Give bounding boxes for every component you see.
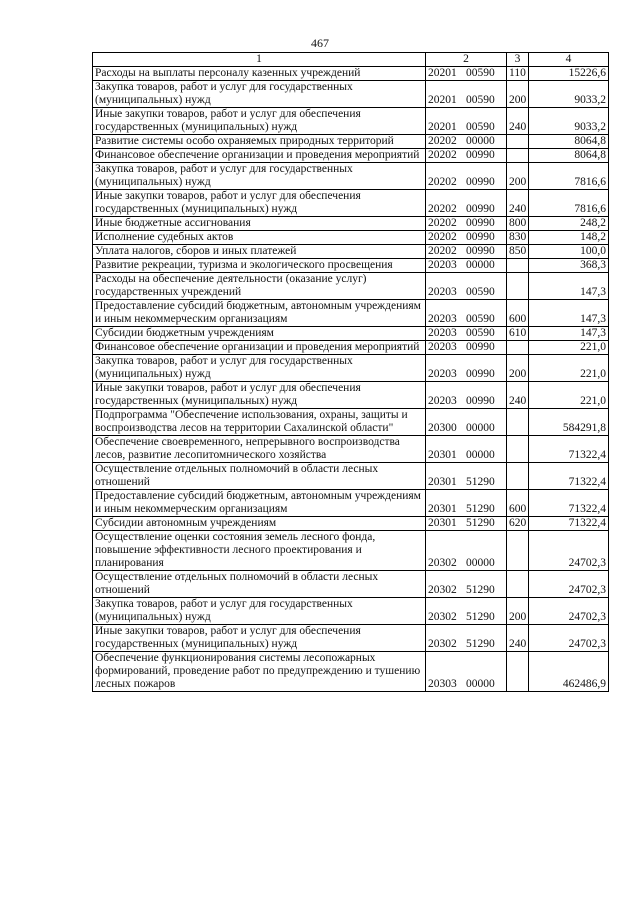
row-expense-type: 110 <box>507 67 529 81</box>
table-row <box>93 81 609 108</box>
row-expense-type: 620 <box>507 517 529 531</box>
table-row <box>93 163 609 190</box>
row-code-program: 20302 <box>428 584 457 596</box>
table-row <box>93 355 609 382</box>
page-number: 467 <box>311 36 329 50</box>
row-expense-type <box>507 149 529 163</box>
row-name: Закупка товаров, работ и услуг для государственных (муниципальных) нужд <box>93 355 426 382</box>
row-code <box>426 382 507 409</box>
row-sum: 221,0 <box>529 382 609 409</box>
row-code-program: 20203 <box>428 286 457 298</box>
row-sum: 71322,4 <box>529 436 609 463</box>
row-code-direction: 00990 <box>466 368 495 380</box>
row-name: Финансовое обеспечение организации и проведения мероприятий <box>93 149 426 163</box>
row-name: Расходы на выплаты персоналу казенных учреждений <box>93 67 426 81</box>
row-code-direction: 00590 <box>466 313 495 325</box>
row-code <box>426 625 507 652</box>
row-name: Предоставление субсидий бюджетным, автономным учреждениям и иным некоммерческим организациям <box>93 300 426 327</box>
row-code-direction: 00990 <box>466 341 495 353</box>
row-expense-type: 240 <box>507 382 529 409</box>
row-sum: 221,0 <box>529 341 609 355</box>
row-expense-type: 200 <box>507 163 529 190</box>
row-expense-type: 240 <box>507 108 529 135</box>
row-sum: 147,3 <box>529 300 609 327</box>
table-row <box>93 273 609 300</box>
row-code <box>426 436 507 463</box>
row-sum: 9033,2 <box>529 108 609 135</box>
row-expense-type: 240 <box>507 625 529 652</box>
row-code-program: 20301 <box>428 517 457 529</box>
row-code-program: 20301 <box>428 449 457 461</box>
row-name: Расходы на обеспечение деятельности (оказание услуг) государственных учреждений <box>93 273 426 300</box>
table-row <box>93 67 609 81</box>
row-expense-type: 600 <box>507 300 529 327</box>
row-code-program: 20202 <box>428 176 457 188</box>
table-row <box>93 190 609 217</box>
row-code-direction: 51290 <box>466 638 495 650</box>
row-code-program: 20201 <box>428 121 457 133</box>
row-code-program: 20202 <box>428 217 457 229</box>
row-sum: 8064,8 <box>529 135 609 149</box>
row-code <box>426 517 507 531</box>
row-code-direction: 00990 <box>466 176 495 188</box>
table-header-row <box>93 53 609 67</box>
row-code <box>426 300 507 327</box>
row-name: Обеспечение функционирования системы лесопожарных формирований, проведение работ по предупреждению и тушению лесных пожаров <box>93 652 426 692</box>
row-code-direction: 00000 <box>466 557 495 569</box>
row-code <box>426 327 507 341</box>
row-code <box>426 341 507 355</box>
row-code-direction: 00990 <box>466 231 495 243</box>
row-expense-type <box>507 273 529 300</box>
row-code <box>426 355 507 382</box>
row-expense-type: 600 <box>507 490 529 517</box>
column-header-name: 1 <box>93 53 426 67</box>
row-code-program: 20202 <box>428 149 457 161</box>
row-code <box>426 273 507 300</box>
row-expense-type <box>507 571 529 598</box>
column-header-code: 2 <box>426 53 507 67</box>
row-code <box>426 135 507 149</box>
row-expense-type: 610 <box>507 327 529 341</box>
row-sum: 221,0 <box>529 355 609 382</box>
row-code-program: 20303 <box>428 678 457 690</box>
row-code <box>426 108 507 135</box>
table-row <box>93 259 609 273</box>
row-code-program: 20302 <box>428 638 457 650</box>
row-sum: 147,3 <box>529 327 609 341</box>
row-code-program: 20201 <box>428 67 457 79</box>
row-expense-type <box>507 436 529 463</box>
row-code-direction: 00990 <box>466 395 495 407</box>
table-row <box>93 598 609 625</box>
row-sum: 584291,8 <box>529 409 609 436</box>
row-code-direction: 00990 <box>466 217 495 229</box>
table-row <box>93 571 609 598</box>
row-name: Иные закупки товаров, работ и услуг для обеспечения государственных (муниципальных) нужд <box>93 625 426 652</box>
row-expense-type <box>507 531 529 571</box>
row-sum: 248,2 <box>529 217 609 231</box>
row-name: Осуществление отдельных полномочий в области лесных отношений <box>93 463 426 490</box>
row-expense-type <box>507 463 529 490</box>
row-name: Исполнение судебных актов <box>93 231 426 245</box>
row-code-direction: 51290 <box>466 611 495 623</box>
row-name: Субсидии автономным учреждениям <box>93 517 426 531</box>
row-code-direction: 51290 <box>466 584 495 596</box>
row-code-direction: 00000 <box>466 259 495 271</box>
row-expense-type: 200 <box>507 598 529 625</box>
row-expense-type <box>507 341 529 355</box>
row-sum: 368,3 <box>529 259 609 273</box>
row-sum: 147,3 <box>529 273 609 300</box>
row-expense-type <box>507 135 529 149</box>
row-code <box>426 245 507 259</box>
row-code-program: 20300 <box>428 422 457 434</box>
row-sum: 7816,6 <box>529 190 609 217</box>
table-row <box>93 652 609 692</box>
row-expense-type: 200 <box>507 81 529 108</box>
row-code-direction: 00990 <box>466 245 495 257</box>
row-code-direction: 00590 <box>466 286 495 298</box>
table-row <box>93 409 609 436</box>
table-row <box>93 517 609 531</box>
row-code-program: 20302 <box>428 611 457 623</box>
row-code <box>426 231 507 245</box>
row-name: Субсидии бюджетным учреждениям <box>93 327 426 341</box>
row-name: Уплата налогов, сборов и иных платежей <box>93 245 426 259</box>
row-code <box>426 531 507 571</box>
row-expense-type: 850 <box>507 245 529 259</box>
row-code-program: 20201 <box>428 94 457 106</box>
row-code <box>426 259 507 273</box>
row-code-direction: 00990 <box>466 203 495 215</box>
row-sum: 24702,3 <box>529 598 609 625</box>
row-code-direction: 00000 <box>466 135 495 147</box>
row-expense-type: 830 <box>507 231 529 245</box>
table-row <box>93 625 609 652</box>
row-sum: 148,2 <box>529 231 609 245</box>
row-code <box>426 571 507 598</box>
row-code-program: 20301 <box>428 503 457 515</box>
row-code-direction: 51290 <box>466 517 495 529</box>
row-name: Предоставление субсидий бюджетным, автономным учреждениям и иным некоммерческим организациям <box>93 490 426 517</box>
row-code-direction: 00000 <box>466 678 495 690</box>
table-row <box>93 217 609 231</box>
row-name: Иные закупки товаров, работ и услуг для обеспечения государственных (муниципальных) нужд <box>93 190 426 217</box>
row-name: Осуществление отдельных полномочий в области лесных отношений <box>93 571 426 598</box>
row-code-program: 20202 <box>428 135 457 147</box>
table-row <box>93 463 609 490</box>
row-name: Обеспечение своевременного, непрерывного воспроизводства лесов, развитие лесопитомнического хозяйства <box>93 436 426 463</box>
row-code-direction: 00990 <box>466 149 495 161</box>
row-expense-type <box>507 259 529 273</box>
row-sum: 71322,4 <box>529 490 609 517</box>
row-code-direction: 00590 <box>466 67 495 79</box>
row-code-program: 20203 <box>428 395 457 407</box>
row-code <box>426 190 507 217</box>
table-row <box>93 327 609 341</box>
row-code-program: 20301 <box>428 476 457 488</box>
row-name: Закупка товаров, работ и услуг для государственных (муниципальных) нужд <box>93 81 426 108</box>
table-row <box>93 245 609 259</box>
row-code-direction: 00590 <box>466 121 495 133</box>
row-code <box>426 598 507 625</box>
row-name: Подпрограмма "Обеспечение использования, охраны, защиты и воспроизводства лесов на территории Сахалинской области" <box>93 409 426 436</box>
row-name: Иные закупки товаров, работ и услуг для обеспечения государственных (муниципальных) нужд <box>93 108 426 135</box>
row-code-program: 20202 <box>428 203 457 215</box>
row-expense-type <box>507 409 529 436</box>
row-code-direction: 00590 <box>466 94 495 106</box>
table-row <box>93 382 609 409</box>
row-sum: 15226,6 <box>529 67 609 81</box>
row-sum: 24702,3 <box>529 531 609 571</box>
row-code-direction: 51290 <box>466 476 495 488</box>
row-code-direction: 00000 <box>466 422 495 434</box>
row-expense-type <box>507 652 529 692</box>
column-header-type: 3 <box>507 53 529 67</box>
table-row <box>93 300 609 327</box>
row-name: Закупка товаров, работ и услуг для государственных (муниципальных) нужд <box>93 598 426 625</box>
row-code-direction: 00590 <box>466 327 495 339</box>
row-code <box>426 163 507 190</box>
column-header-sum: 4 <box>529 53 609 67</box>
row-code-program: 20302 <box>428 557 457 569</box>
row-sum: 24702,3 <box>529 625 609 652</box>
row-sum: 71322,4 <box>529 463 609 490</box>
row-name: Развитие системы особо охраняемых природных территорий <box>93 135 426 149</box>
row-code <box>426 652 507 692</box>
row-code-program: 20203 <box>428 327 457 339</box>
row-code-program: 20202 <box>428 245 457 257</box>
row-code-program: 20203 <box>428 368 457 380</box>
row-sum: 7816,6 <box>529 163 609 190</box>
row-name: Осуществление оценки состояния земель лесного фонда, повышение эффективности лесного проектирования и планирования <box>93 531 426 571</box>
row-code-program: 20202 <box>428 231 457 243</box>
row-sum: 9033,2 <box>529 81 609 108</box>
row-expense-type: 200 <box>507 355 529 382</box>
table-row <box>93 436 609 463</box>
row-name: Иные закупки товаров, работ и услуг для обеспечения государственных (муниципальных) нужд <box>93 382 426 409</box>
row-sum: 100,0 <box>529 245 609 259</box>
row-expense-type: 800 <box>507 217 529 231</box>
row-code-direction: 00000 <box>466 449 495 461</box>
table-row <box>93 531 609 571</box>
row-code-direction: 51290 <box>466 503 495 515</box>
row-code <box>426 67 507 81</box>
row-code <box>426 490 507 517</box>
row-name: Развитие рекреации, туризма и экологического просвещения <box>93 259 426 273</box>
row-sum: 24702,3 <box>529 571 609 598</box>
row-sum: 8064,8 <box>529 149 609 163</box>
row-code-program: 20203 <box>428 259 457 271</box>
row-name: Закупка товаров, работ и услуг для государственных (муниципальных) нужд <box>93 163 426 190</box>
row-sum: 71322,4 <box>529 517 609 531</box>
table-row <box>93 108 609 135</box>
table-row <box>93 135 609 149</box>
row-code <box>426 409 507 436</box>
table-row <box>93 149 609 163</box>
row-code-program: 20203 <box>428 313 457 325</box>
row-code <box>426 463 507 490</box>
table-row <box>93 490 609 517</box>
row-expense-type: 240 <box>507 190 529 217</box>
row-code <box>426 149 507 163</box>
table-row <box>93 341 609 355</box>
row-code <box>426 81 507 108</box>
row-name: Финансовое обеспечение организации и проведения мероприятий <box>93 341 426 355</box>
row-sum: 462486,9 <box>529 652 609 692</box>
row-name: Иные бюджетные ассигнования <box>93 217 426 231</box>
budget-table <box>92 52 609 692</box>
row-code <box>426 217 507 231</box>
row-code-program: 20203 <box>428 341 457 353</box>
table-row <box>93 231 609 245</box>
